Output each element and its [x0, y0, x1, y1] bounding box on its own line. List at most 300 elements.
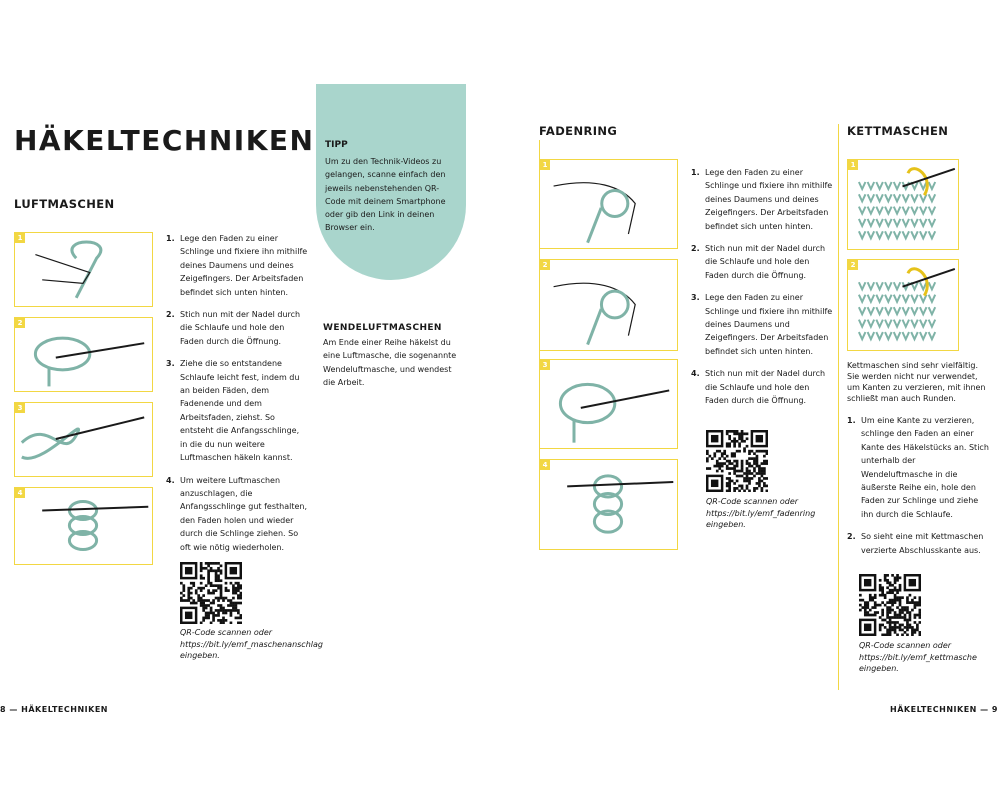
step-number: 3. [691, 293, 700, 303]
qr-module [891, 616, 894, 619]
qr-module [728, 437, 731, 440]
qr-module [859, 609, 862, 612]
qr-module [706, 457, 709, 460]
qr-module [207, 592, 210, 595]
qr-module [859, 599, 862, 602]
qr-module [215, 609, 218, 612]
qr-code-luftmaschen[interactable] [180, 562, 242, 624]
qr-module [728, 467, 731, 470]
qr-module [889, 581, 892, 584]
qr-module [237, 597, 240, 600]
qr-module [743, 490, 746, 492]
fadenring-step-3 [691, 291, 833, 358]
qr-module [202, 607, 205, 610]
qr-module [743, 477, 746, 480]
qr-module [901, 609, 904, 612]
qr-module [886, 609, 889, 612]
qr-caption-fadenring: QR-Code scannen oder https://bit.ly/emf_fadenring eingeben. [706, 497, 816, 529]
qr-module [869, 614, 872, 617]
wendeluftmaschen-text: Am Ende einer Reihe häkelst du eine Luftmasche, die sogenannte Wendeluftmasche, und wendest die Arbeit. [323, 338, 457, 388]
qr-module [763, 450, 766, 453]
luftmaschen-figure-1 [14, 232, 153, 307]
qr-module [738, 445, 741, 448]
qr-module [886, 591, 889, 594]
qr-module [906, 621, 909, 624]
qr-module [861, 606, 864, 609]
qr-module [230, 604, 233, 607]
qr-module [899, 604, 902, 607]
figure-number-badge: 4 [540, 460, 550, 470]
qr-code-kettmaschen[interactable] [859, 574, 921, 636]
qr-module [861, 599, 864, 602]
step-text: So sieht eine mit Kettmaschen verzierte Abschlusskante aus. [861, 532, 984, 555]
qr-module [874, 614, 877, 617]
qr-module [713, 465, 716, 468]
qr-module [728, 487, 731, 490]
qr-module [726, 445, 729, 448]
qr-module [726, 442, 729, 445]
qr-caption-kettmaschen: QR-Code scannen oder https://bit.ly/emf_kettmasche eingeben. [859, 641, 977, 673]
qr-module [919, 634, 921, 636]
qr-module [217, 587, 220, 590]
qr-module [230, 599, 233, 602]
qr-module [202, 567, 205, 570]
qr-module [708, 467, 711, 470]
qr-module [738, 435, 741, 438]
qr-module [182, 599, 185, 602]
qr-module [914, 606, 917, 609]
qr-module [748, 450, 751, 453]
qr-module [864, 606, 867, 609]
qr-module [215, 597, 218, 600]
qr-module [753, 460, 756, 463]
figure-number-badge: 2 [540, 260, 550, 270]
qr-module [746, 432, 749, 435]
qr-module [741, 432, 744, 435]
qr-module [763, 467, 766, 470]
qr-module [884, 604, 887, 607]
qr-module [879, 579, 882, 582]
qr-module [195, 602, 198, 605]
kettmaschen-rule [838, 124, 839, 690]
qr-module [746, 485, 749, 488]
qr-module [746, 437, 749, 440]
qr-module [909, 594, 912, 597]
qr-module [879, 586, 882, 589]
qr-module [743, 472, 746, 475]
qr-module [899, 609, 902, 612]
qr-module [766, 462, 768, 465]
qr-module [235, 607, 238, 610]
qr-module [726, 482, 729, 485]
qr-module [738, 475, 741, 478]
qr-module [731, 467, 734, 470]
qr-module [202, 599, 205, 602]
qr-module [761, 472, 764, 475]
qr-module [205, 617, 208, 620]
qr-module [190, 587, 193, 590]
qr-module [916, 604, 919, 607]
qr-module [210, 584, 213, 587]
qr-module [210, 622, 213, 624]
qr-module [738, 485, 741, 488]
qr-module [864, 609, 867, 612]
qr-module [896, 589, 899, 592]
qr-module [192, 584, 195, 587]
qr-module [232, 584, 235, 587]
qr-module [919, 616, 921, 619]
qr-module [195, 589, 198, 592]
footer-left: 8 — HÄKELTECHNIKEN [0, 705, 108, 714]
qr-module [731, 455, 734, 458]
qr-module [718, 462, 721, 465]
qr-module [886, 616, 889, 619]
qr-module [869, 609, 872, 612]
step-text: Ziehe die so entstandene Schlaufe leicht fest, indem du an beiden Fäden, dem Fadenende und dem Arbeitsfaden, ziehst. So entsteht die Anfangsschlinge, in die du nun weitere Luftmaschen häkeln kannst. [180, 359, 300, 463]
qr-module [733, 437, 736, 440]
qr-module [726, 430, 729, 433]
qr-module [881, 589, 884, 592]
qr-module [716, 462, 719, 465]
qr-module [220, 584, 223, 587]
qr-module [200, 564, 203, 567]
qr-module [205, 584, 208, 587]
qr-module [896, 626, 899, 629]
qr-module [761, 470, 764, 473]
qr-module [721, 455, 724, 458]
step-number: 1. [847, 416, 856, 425]
qr-module [743, 432, 746, 435]
qr-module [240, 594, 242, 597]
qr-module [728, 460, 731, 463]
qr-module [235, 617, 238, 620]
qr-module [235, 604, 238, 607]
qr-module [871, 599, 874, 602]
qr-module [217, 574, 220, 577]
qr-module [906, 634, 909, 636]
qr-module [758, 472, 761, 475]
qr-module [886, 634, 889, 636]
qr-module [726, 460, 729, 463]
qr-module [733, 452, 736, 455]
qr-module [889, 634, 892, 636]
qr-module [741, 475, 744, 478]
qr-module [741, 435, 744, 438]
qr-module [763, 485, 766, 488]
qr-module [207, 572, 210, 575]
qr-module [718, 457, 721, 460]
qr-module [886, 621, 889, 624]
illustration [540, 260, 676, 349]
qr-module [756, 482, 759, 485]
qr-module [731, 462, 734, 465]
qr-module [901, 606, 904, 609]
qr-module [736, 470, 739, 473]
qr-module [731, 480, 734, 483]
qr-module [733, 432, 736, 435]
qr-module [763, 462, 766, 465]
qr-module [215, 562, 218, 565]
qr-module [906, 619, 909, 622]
qr-module [758, 470, 761, 473]
qr-module [726, 465, 729, 468]
luftmaschen-steps [166, 232, 308, 554]
section-heading-luftmaschen: LUFTMASCHEN [14, 197, 115, 211]
qr-module [230, 612, 233, 615]
qr-module [706, 467, 709, 470]
qr-module [227, 609, 230, 612]
section-heading-wendeluftmaschen: WENDELUFTMASCHEN [323, 323, 442, 333]
qr-module [728, 435, 731, 438]
qr-module [756, 450, 759, 453]
qr-module [906, 624, 909, 627]
qr-module [746, 445, 749, 448]
qr-module [746, 477, 749, 480]
qr-module [901, 596, 904, 599]
qr-module [756, 455, 759, 458]
qr-module [232, 592, 235, 595]
qr-module [891, 591, 894, 594]
qr-module [748, 482, 751, 485]
qr-module [182, 589, 185, 592]
qr-module [894, 631, 897, 634]
qr-module [731, 430, 734, 433]
qr-module [207, 617, 210, 620]
qr-module [207, 574, 210, 577]
qr-module [871, 596, 874, 599]
qr-module [733, 470, 736, 473]
qr-module [899, 596, 902, 599]
qr-module [738, 442, 741, 445]
qr-module [753, 490, 756, 492]
qr-module [748, 472, 751, 475]
qr-module [215, 589, 218, 592]
step-text: Lege den Faden zu einer Schlinge und fixiere ihn mithilfe deines Daumens und Zeigefingers. Der Arbeitsfaden befindet sich unten hinten. [705, 293, 833, 356]
luftmaschen-step-3 [166, 357, 308, 464]
qr-module [909, 626, 912, 629]
qr-module [708, 455, 711, 458]
qr-module [886, 579, 889, 582]
qr-module [889, 599, 892, 602]
qr-module [763, 455, 766, 458]
qr-module [753, 462, 756, 465]
qr-module [904, 626, 907, 629]
qr-module [706, 452, 709, 455]
qr-module [210, 562, 213, 565]
qr-module [896, 634, 899, 636]
qr-module [746, 487, 749, 490]
qr-module [212, 617, 215, 620]
page-title: HÄKELTECHNIKEN [14, 124, 315, 157]
qr-module [220, 589, 223, 592]
step-text: Um eine Kante zu verzieren, schlinge den Faden an einer Kante des Häkelstücks an. Stich unterhalb der Wendeluftmasche in die äußerste Reihe ein, hole den Faden zur Schlinge und ziehe ihn durch die Schlaufe. [861, 416, 989, 519]
qr-module [215, 584, 218, 587]
qr-module [232, 587, 235, 590]
qr-module [919, 601, 921, 604]
qr-module [240, 592, 242, 595]
qr-module [743, 450, 746, 453]
qr-module [741, 485, 744, 488]
qr-module [881, 619, 884, 622]
qr-module [746, 480, 749, 483]
qr-module [896, 616, 899, 619]
qr-module [886, 586, 889, 589]
qr-module [716, 470, 719, 473]
qr-finder-core [185, 612, 192, 619]
qr-module [746, 470, 749, 473]
qr-module [220, 579, 223, 582]
qr-module [721, 462, 724, 465]
qr-module [217, 612, 220, 615]
qr-module [758, 477, 761, 480]
qr-module [881, 594, 884, 597]
figure-number-badge: 3 [540, 360, 550, 370]
qr-module [180, 582, 183, 585]
qr-module [222, 597, 225, 600]
qr-module [889, 584, 892, 587]
step-number: 4. [691, 369, 700, 379]
qr-module [222, 612, 225, 615]
qr-module [726, 432, 729, 435]
qr-module [761, 450, 764, 453]
tip-heading: TIPP [325, 140, 348, 150]
qr-module [197, 599, 200, 602]
qr-module [751, 450, 754, 453]
qr-module [896, 621, 899, 624]
qr-module [756, 457, 759, 460]
qr-module [716, 450, 719, 453]
qr-module [766, 485, 768, 488]
qr-module [894, 594, 897, 597]
qr-module [881, 611, 884, 614]
qr-module [210, 582, 213, 585]
qr-module [904, 619, 907, 622]
qr-module [914, 616, 917, 619]
qr-module [884, 579, 887, 582]
qr-module [738, 450, 741, 453]
qr-module [756, 465, 759, 468]
qr-module [721, 470, 724, 473]
qr-module [859, 604, 862, 607]
qr-module [207, 599, 210, 602]
qr-module [869, 596, 872, 599]
qr-module [743, 447, 746, 450]
qr-module [736, 432, 739, 435]
qr-module [205, 562, 208, 565]
qr-module [187, 599, 190, 602]
qr-module [896, 614, 899, 617]
qr-module [911, 634, 914, 636]
qr-module [182, 587, 185, 590]
qr-module [240, 597, 242, 600]
qr-module [205, 614, 208, 617]
qr-module [886, 574, 889, 577]
kettmaschen-steps [847, 414, 989, 557]
qr-module [743, 480, 746, 483]
qr-module [914, 596, 917, 599]
qr-module [220, 564, 223, 567]
qr-module [736, 460, 739, 463]
qr-module [197, 587, 200, 590]
illustration [15, 318, 151, 390]
qr-module [916, 614, 919, 617]
qr-module [876, 604, 879, 607]
illustration [15, 403, 151, 475]
qr-module [217, 604, 220, 607]
qr-module [874, 594, 877, 597]
qr-module [761, 487, 764, 490]
qr-module [207, 579, 210, 582]
qr-module [891, 599, 894, 602]
qr-module [894, 626, 897, 629]
qr-module [884, 634, 887, 636]
qr-module [884, 626, 887, 629]
qr-module [906, 629, 909, 632]
qr-module [200, 589, 203, 592]
qr-module [200, 582, 203, 585]
qr-module [901, 624, 904, 627]
qr-module [879, 594, 882, 597]
qr-module [716, 460, 719, 463]
qr-module [217, 567, 220, 570]
qr-module [899, 626, 902, 629]
qr-module [205, 607, 208, 610]
qr-module [237, 587, 240, 590]
qr-module [748, 477, 751, 480]
qr-module [901, 616, 904, 619]
qr-module [733, 445, 736, 448]
qr-module [731, 452, 734, 455]
qr-module [909, 601, 912, 604]
qr-module [884, 594, 887, 597]
qr-module [894, 576, 897, 579]
qr-module [220, 594, 223, 597]
qr-finder-core [185, 567, 192, 574]
qr-module [753, 457, 756, 460]
qr-module [881, 591, 884, 594]
qr-module [212, 589, 215, 592]
qr-module [227, 589, 230, 592]
qr-module [217, 579, 220, 582]
qr-module [220, 607, 223, 610]
qr-module [889, 606, 892, 609]
qr-module [240, 602, 242, 605]
qr-module [874, 601, 877, 604]
qr-module [733, 460, 736, 463]
qr-module [743, 440, 746, 443]
qr-module [212, 562, 215, 565]
qr-module [195, 592, 198, 595]
qr-module [889, 626, 892, 629]
qr-module [889, 621, 892, 624]
qr-finder-core [230, 567, 237, 574]
qr-module [237, 582, 240, 585]
qr-module [736, 430, 739, 433]
illustration [540, 360, 676, 447]
qr-module [200, 599, 203, 602]
step-text: Stich nun mit der Nadel durch die Schlaufe und hole den Faden durch die Öffnung. [705, 369, 826, 406]
qr-module [202, 602, 205, 605]
qr-module [896, 599, 899, 602]
section-heading-fadenring: FADENRING [539, 124, 618, 138]
qr-module [899, 611, 902, 614]
qr-module [879, 589, 882, 592]
qr-code-fadenring[interactable] [706, 430, 768, 492]
qr-module [866, 604, 869, 607]
qr-module [190, 582, 193, 585]
qr-module [884, 596, 887, 599]
qr-module [192, 599, 195, 602]
